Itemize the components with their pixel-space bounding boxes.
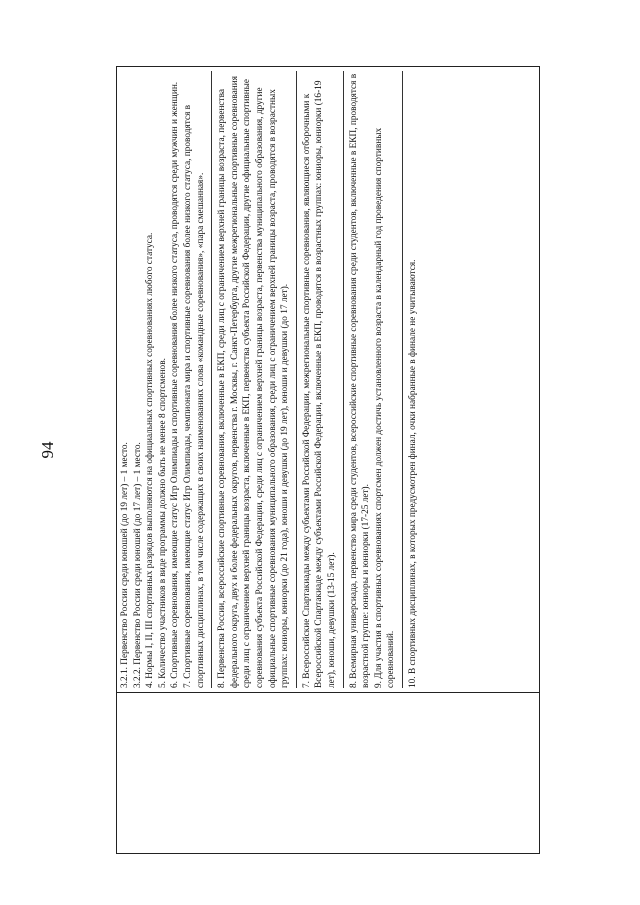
- notes-block: [296, 71, 339, 688]
- note-line: 10. В спортивных дисциплинах, в которых предусмотрен финал, очки набранные в финале не учитываются.: [407, 259, 418, 688]
- rules-table: [116, 66, 540, 854]
- empty-left-column: [117, 692, 539, 853]
- note-line: 7. Спортивные соревнования, имеющие статус Игр Олимпиады, чемпионата мира и спортивные соревнования более низкого статуса, проводятся в спортивных дисциплинах, в том числе содержащих в своих наименованиях слова «командные соревнования», «пара смешанная».: [182, 104, 206, 688]
- notes-block: [119, 71, 207, 688]
- note-line: 8. Всемирная универсиада, первенство мира среди студентов, всероссийские спортивные соревнования среди студентов, включенные в ЕКП, проводятся в возрастной группе: юниоры и юниорки (17-25 лет).: [348, 73, 372, 688]
- note-line: 5. Количество участников в виде программы должно быть не менее 8 спортсменов.: [157, 358, 168, 688]
- note-line: 6. Спортивные соревнования, имеющие статус Игр Олимпиады и спортивные соревнования более низкого статуса, проводятся среди мужчин и женщин.: [170, 81, 181, 688]
- note-line: 7. Всероссийские Спартакиады между субъектами Российской Федерации, межрегиональные спортивные соревнования, являющиеся отборочными к Всероссийской Спартакиаде между субъектами Российской Федерации, включенные в ЕКП, проводятся в возрастных группах: юниоры, юниорки (16-19 лет), юноши, девушки (13-15 лет).: [301, 80, 337, 688]
- notes-block: [211, 71, 292, 688]
- notes-block: [343, 71, 398, 688]
- note-line: 9. Для участия в спортивных соревнованиях спортсмен должен достичь установленного возраста в календарный год проведения спортивных соревнований.: [373, 127, 397, 688]
- notes-column: [117, 67, 539, 692]
- note-line: 4. Нормы I, II, III спортивных разрядов выполняются на официальных спортивных соревнованиях любого статуса.: [145, 232, 156, 688]
- note-line: 8. Первенства России, всероссийские спортивные соревнования, включенные в ЕКП, среди лиц с ограничением верхней границы возраста, первенства федерального округа, двух и более федеральных округов, первенства г. Москвы, г. Санкт-Петербурга, другие межрегиональные спортивные соревнования среди лиц с ограничением верхней границы возраста, включенные в ЕКП, первенства субъекта Российской Федерации, другие официальные спортивные соревнования субъекта Российской Федерации, среди лиц с ограничением верхней границы возраста, первенства муниципального образования, другие официальные спортивные соревнования муниципального образования, среди лиц с ограничением верхней границы возраста, проводятся в возрастных группах: юниоры, юниорки (до 21 года), юноши и девушки (до 19 лет), юноши и девушки (до 17 лет).: [217, 76, 291, 688]
- page-number: 94: [38, 441, 57, 459]
- notes-block: [402, 71, 420, 688]
- note-line: 3.2.2. Первенство России среди юношей (до 17 лет) – 1 место.: [132, 442, 143, 688]
- note-line: 3.2.1. Первенство России среди юношей (до 19 лет) – 1 место.: [120, 442, 130, 688]
